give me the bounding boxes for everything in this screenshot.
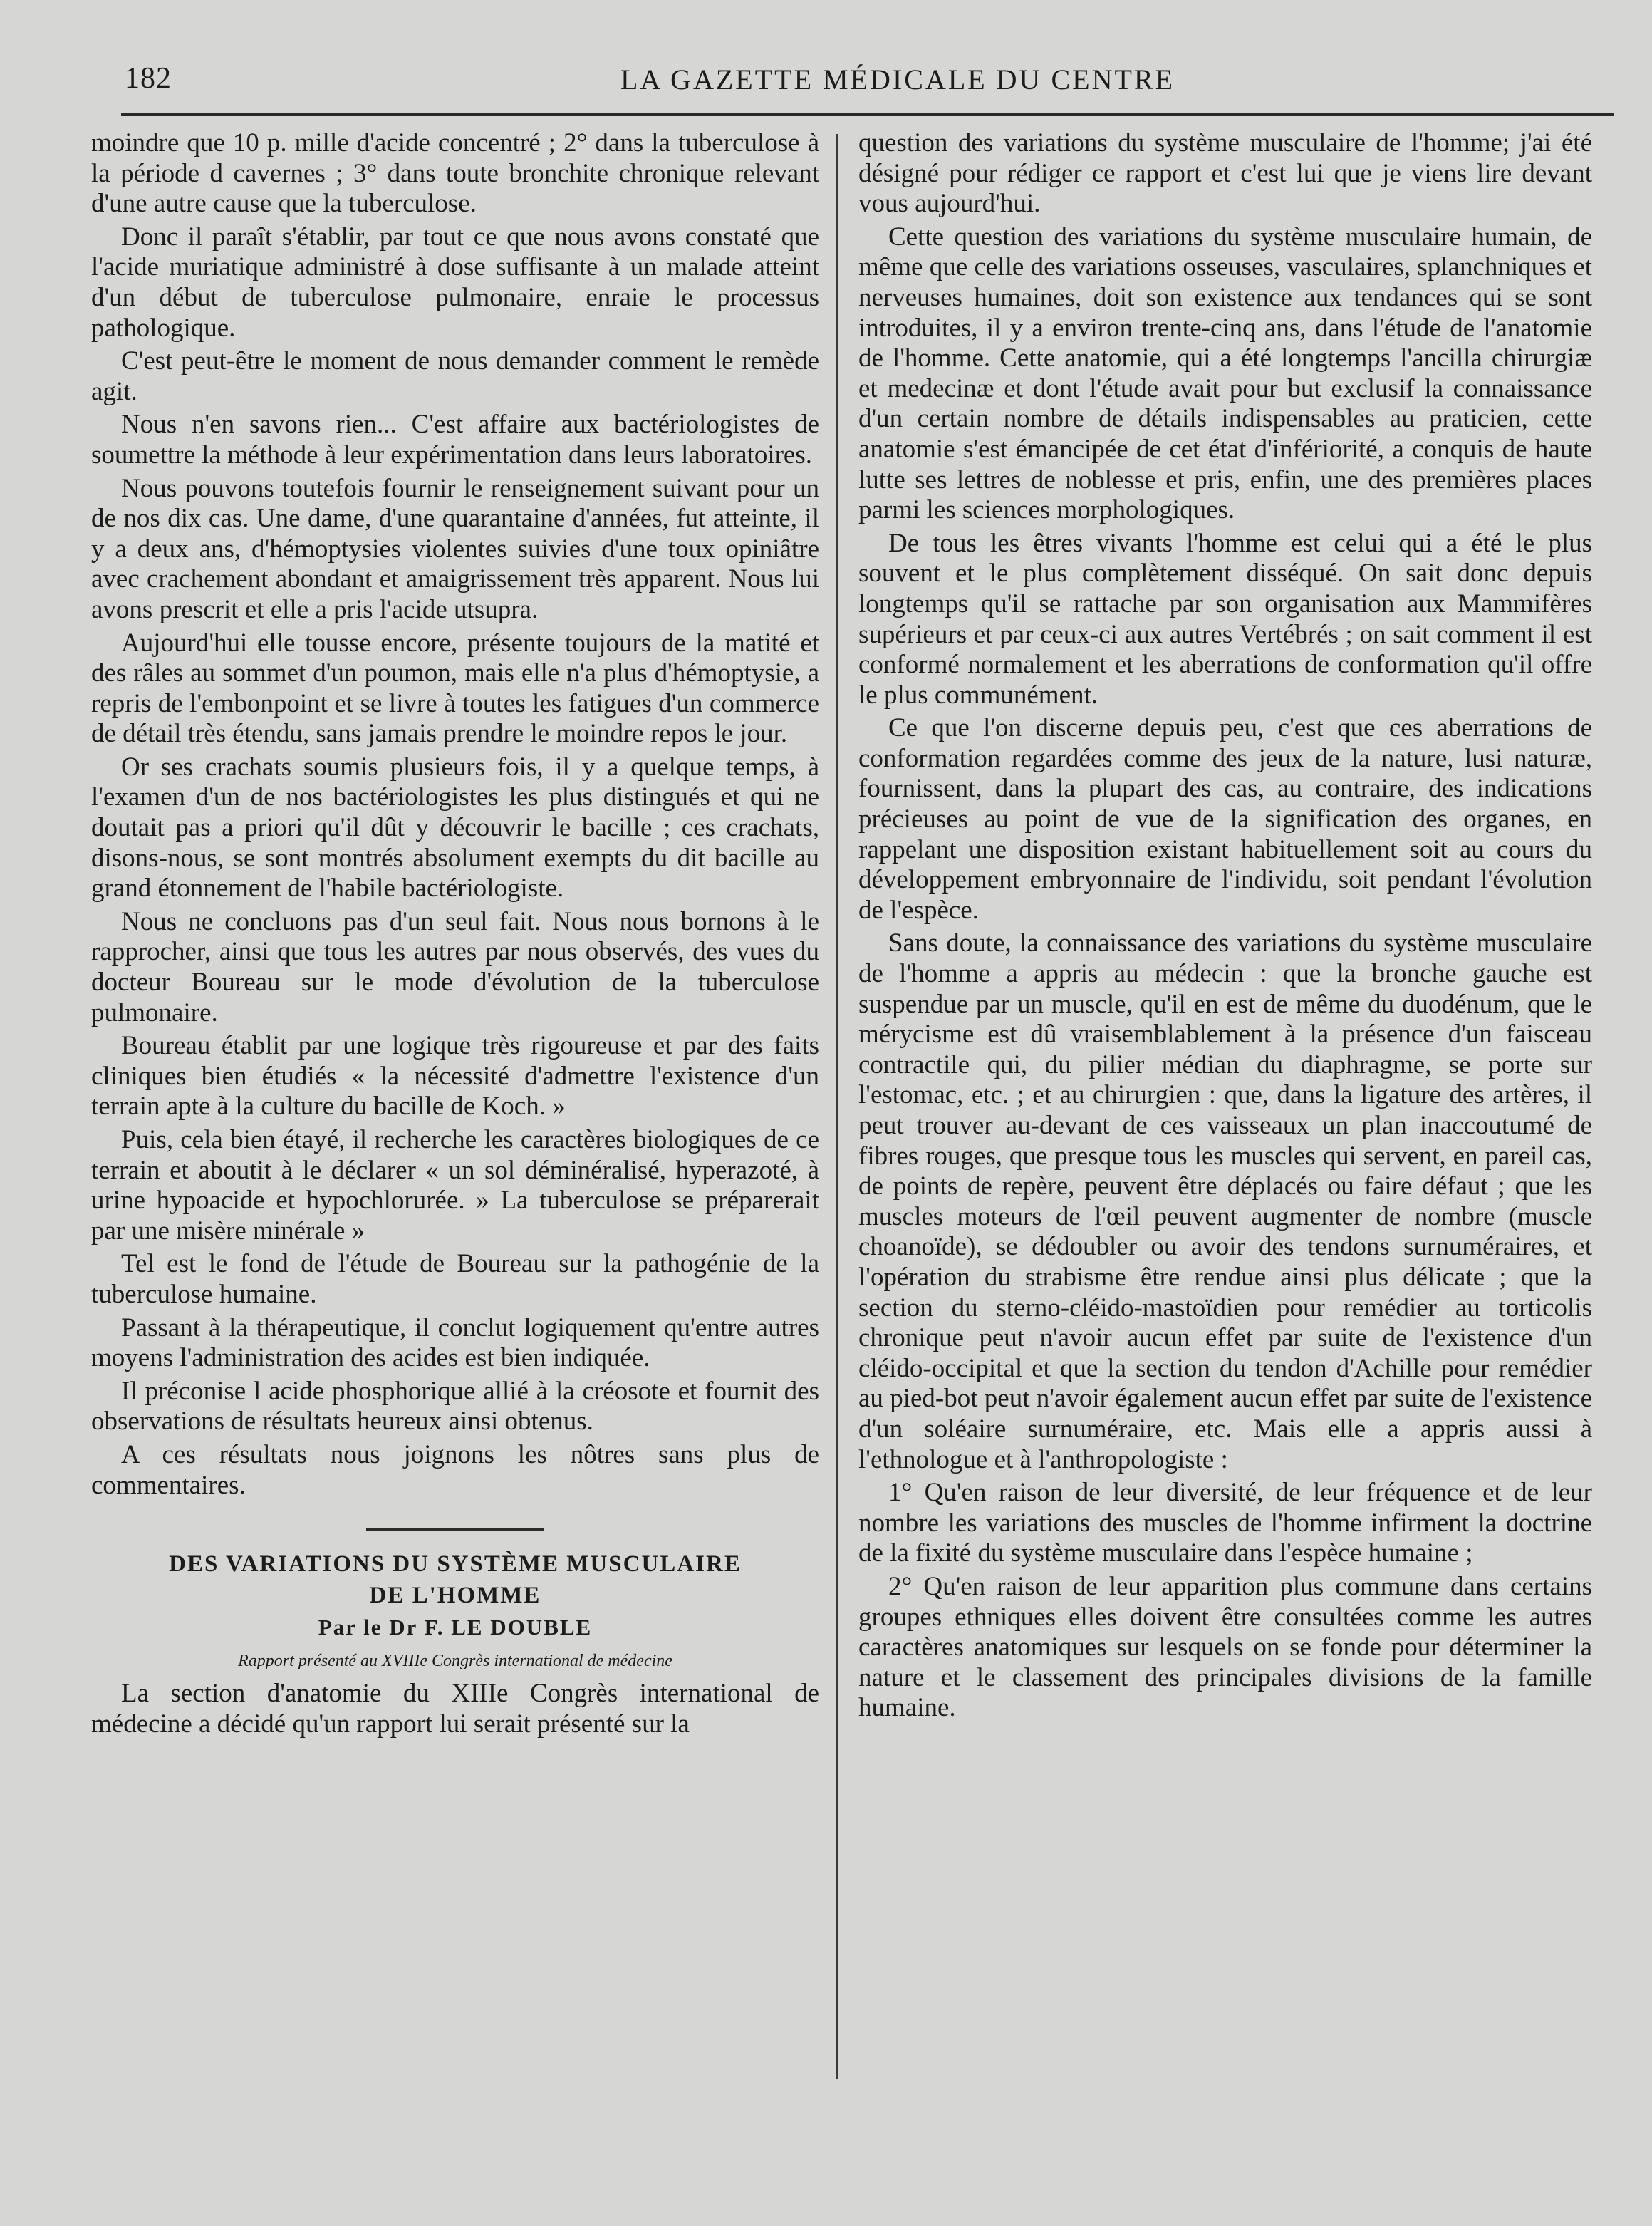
right-column bbox=[858, 128, 1592, 1724]
paragraph: question des variations du système musculaire de l'homme; j'ai été désigné pour rédiger ce rapport et c'est lui que je viens lire devant vous aujourd'hui. bbox=[858, 128, 1592, 219]
paragraph: moindre que 10 p. mille d'acide concentré ; 2° dans la tuberculose à la période d cavernes ; 3° dans toute bronchite chronique relevant d'une autre cause que la tuberculose. bbox=[91, 128, 819, 219]
paragraph: Puis, cela bien étayé, il recherche les caractères biologiques de ce terrain et aboutit à le déclarer « un sol déminéralisé, hyperazoté, à urine hypoacide et hypochlorurée. » La tuberculose se préparerait par une misère minérale » bbox=[91, 1125, 819, 1246]
paragraph: Nous n'en savons rien... C'est affaire aux bactériologistes de soumettre la méthode à leur expérimentation dans leurs laboratoires. bbox=[91, 410, 819, 470]
article-title-line-2: DE L'HOMME bbox=[369, 1583, 541, 1609]
header-rule bbox=[121, 113, 1614, 116]
running-title: LA GAZETTE MÉDICALE DU CENTRE bbox=[620, 63, 1175, 95]
column-divider bbox=[836, 134, 838, 2079]
article-subtitle: Rapport présenté au XVIIIe Congrès international de médecine bbox=[238, 1651, 672, 1670]
paragraph: Tel est le fond de l'étude de Boureau sur la pathogénie de la tuberculose humaine. bbox=[91, 1249, 819, 1309]
article-intro: La section d'anatomie du XIIIe Congrès international de médecine a décidé qu'un rapport lui serait présenté sur la bbox=[91, 1679, 819, 1739]
paragraph: A ces résultats nous joignons les nôtres sans plus de commentaires. bbox=[91, 1439, 819, 1500]
paragraph: Sans doute, la connaissance des variations du système musculaire de l'homme a appris au médecin : que la bronche gauche est suspendue par un muscle, qu'il en est de même du duodénum, que le mérycisme est dû vraisemblablement à la présence d'un faisceau contractile qui, du pilier médian du diaphragme, se porte sur l'estomac, etc. ; et au chirurgien : que, dans la ligature des artères, il peut trouver au-devant de ces vaisseaux un plan inaccoutumé de fibres rouges, que presque tous les muscles qui servent, en pareil cas, de points de repère, peuvent être déplacés ou faire défaut ; que les muscles moteurs de l'œil peuvent augmenter de nombre (muscle choanoïde), se dédoubler ou avoir des tendons surnuméraires, et l'opération du strabisme être rendue ainsi plus délicate ; que la section du sterno-cléido-mastoïdien pour remédier au torticolis chronique peut n'avoir aucun effet par suite de l'existence d'un cléido-occipital et que la section du tendon d'Achille pour remédier au pied-bot peut n'avoir également aucun effet par suite de l'existence d'un soléaire surnuméraire, etc. Mais elle a appris aussi à l'ethnologue et à l'anthropologiste : bbox=[858, 928, 1592, 1474]
article-author: Par le Dr F. LE DOUBLE bbox=[318, 1615, 593, 1640]
paragraph: 2° Qu'en raison de leur apparition plus commune dans certains groupes ethniques elles doivent être consultées comme les autres caractères anatomiques sur lesquels on se fonde pour déterminer la nature et le classement des principales divisions de la famille humaine. bbox=[858, 1571, 1592, 1723]
left-column bbox=[91, 128, 819, 1740]
paragraph: C'est peut-être le moment de nous demander comment le remède agit. bbox=[91, 346, 819, 406]
paragraph: Cette question des variations du système musculaire humain, de même que celle des variations osseuses, vasculaires, splanchniques et nerveuses humaines, doit son existence aux tendances qui se sont introduites, il y a environ trente-cinq ans, dans l'étude de l'anatomie de l'homme. Cette anatomie, qui a été longtemps l'ancilla chirurgiæ et medecinæ et dont l'étude avait pour but exclusif la connaissance d'un certain nombre de détails indispensables au praticien, cette anatomie s'est émancipée de cet état d'infériorité, a conquis de haute lutte ses lettres de noblesse et pris, enfin, une des premières places parmi les sciences morphologiques. bbox=[858, 222, 1592, 525]
article-title: DES VARIATIONS DU SYSTÈME MUSCULAIRE bbox=[169, 1551, 742, 1578]
paragraph: Aujourd'hui elle tousse encore, présente toujours de la matité et des râles au sommet d'un poumon, mais elle n'a plus d'hémoptysie, a repris de l'embonpoint et se livre à toutes les fatigues d'un commerce de détail très étendu, sans jamais prendre le moindre repos le jour. bbox=[91, 628, 819, 749]
paragraph: 1° Qu'en raison de leur diversité, de leur fréquence et de leur nombre les variations des muscles de l'homme infirment la doctrine de la fixité du système musculaire dans l'espèce humaine ; bbox=[858, 1478, 1592, 1568]
paragraph: Il préconise l acide phosphorique allié à la créosote et fournit des observations de résultats heureux ainsi obtenus. bbox=[91, 1376, 819, 1436]
paragraph: Nous ne concluons pas d'un seul fait. Nous nous bornons à le rapprocher, ainsi que tous les autres par nous observés, des vues du docteur Boureau sur le mode d'évolution de la tuberculose pulmonaire. bbox=[91, 906, 819, 1027]
paragraph: Passant à la thérapeutique, il conclut logiquement qu'entre autres moyens l'administration des acides est bien indiquée. bbox=[91, 1313, 819, 1373]
page-header bbox=[121, 58, 1589, 101]
paragraph: Donc il paraît s'établir, par tout ce que nous avons constaté que l'acide muriatique administré à dose suffisante à un malade atteint d'un début de tuberculose pulmonaire, enraie le processus pathologique. bbox=[91, 222, 819, 343]
paragraph: Or ses crachats soumis plusieurs fois, il y a quelque temps, à l'examen d'un de nos bactériologistes les plus distingués et qui ne doutait pas a priori qu'il dût y découvrir le bacille ; ces crachats, disons-nous, se sont montrés absolument exempts du dit bacille au grand étonnement de l'habile bactériologiste. bbox=[91, 752, 819, 904]
article-separator bbox=[366, 1528, 544, 1531]
page-number: 182 bbox=[125, 62, 172, 95]
paragraph: Boureau établit par une logique très rigoureuse et par des faits cliniques bien étudiés « la nécessité d'admettre l'existence d'un terrain apte à la culture du bacille de Koch. » bbox=[91, 1031, 819, 1122]
paragraph: De tous les êtres vivants l'homme est celui qui a été le plus souvent et le plus complètement disséqué. On sait donc depuis longtemps qu'il se rattache par son organisation aux Mammifères supérieurs et par ceux-ci aux autres Vertébrés ; on sait comment il est conformé normalement et les aberrations de conformation qu'il offre le plus communément. bbox=[858, 528, 1592, 710]
paragraph: Nous pouvons toutefois fournir le renseignement suivant pour un de nos dix cas. Une dame, d'une quarantaine d'années, fut atteinte, il y a deux ans, d'hémoptysies violentes suivies d'une toux opiniâtre avec crachement abondant et amaigrissement très apparent. Nous lui avons prescrit et elle a pris l'acide utsupra. bbox=[91, 473, 819, 624]
paragraph: Ce que l'on discerne depuis peu, c'est que ces aberrations de conformation regardées comme des jeux de la nature, lusi naturæ, fournissent, dans la plupart des cas, au contraire, des indications précieuses au point de vue de la signification des organes, en rappelant une disposition existant habituellement soit au cours du développement embryonnaire de l'individu, soit pendant l'évolution de l'espèce. bbox=[858, 713, 1592, 925]
